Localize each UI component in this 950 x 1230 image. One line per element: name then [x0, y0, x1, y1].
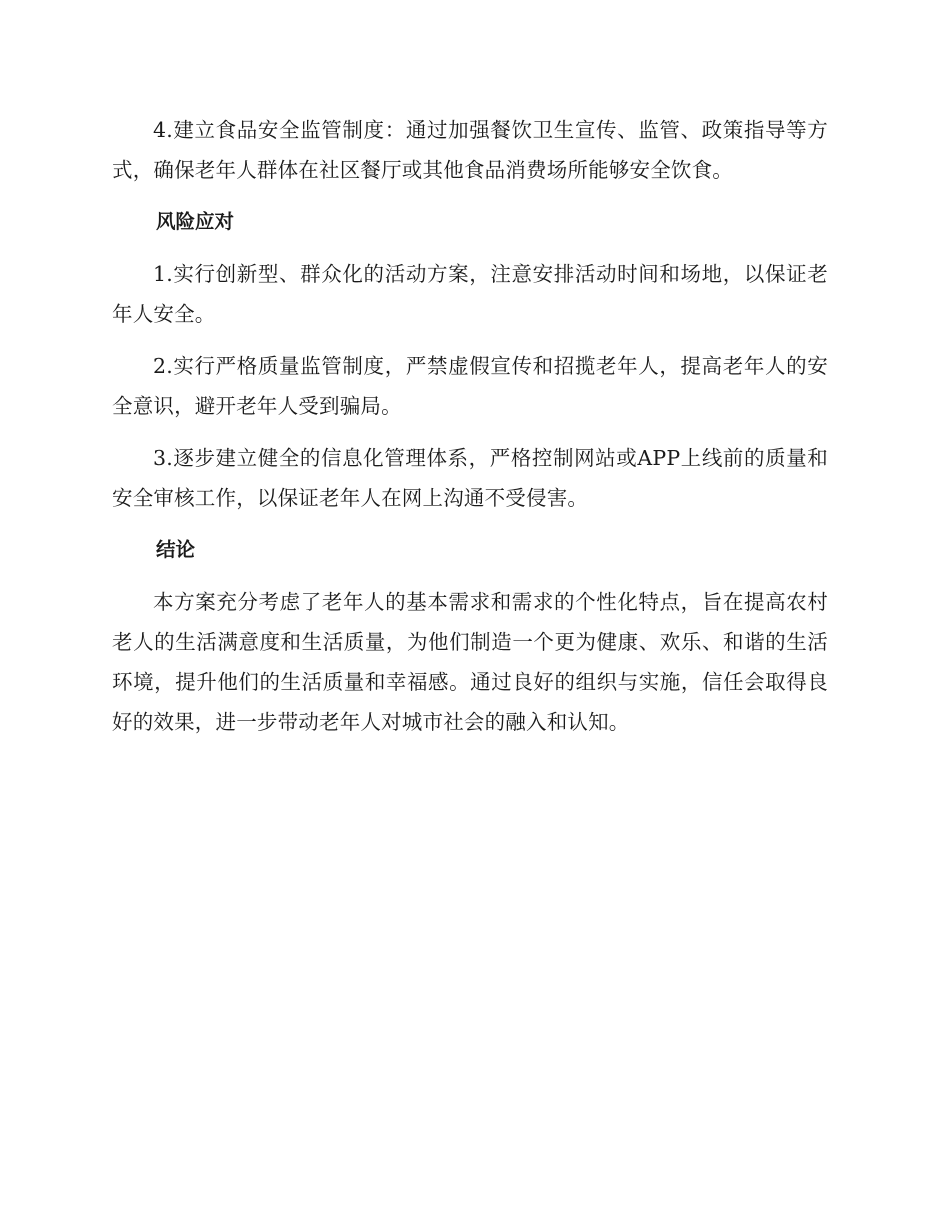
- para-conclusion: 本方案充分考虑了老年人的基本需求和需求的个性化特点，旨在提高农村老人的生活满意度和生活质量，为他们制造一个更为健康、欢乐、和谐的生活环境，提升他们的生活质量和幸福感。通过良好的组织与实施，信任会取得良好的效果，进一步带动老年人对城市社会的融入和认知。: [112, 590, 828, 734]
- document-page: [112, 110, 828, 754]
- para-risk-2: 2.实行严格质量监管制度，严禁虚假宣传和招揽老年人，提高老年人的安全意识，避开老年人受到骗局。: [112, 354, 828, 418]
- para-food-safety: 4.建立食品安全监管制度：通过加强餐饮卫生宣传、监管、政策指导等方式，确保老年人群体在社区餐厅或其他食品消费场所能够安全饮食。: [112, 118, 828, 182]
- heading-conclusion: 结论: [156, 538, 196, 561]
- heading-risk-response: 风险应对: [156, 210, 235, 233]
- para-risk-3: 3.逐步建立健全的信息化管理体系，严格控制网站或APP上线前的质量和安全审核工作，以保证老年人在网上沟通不受侵害。: [112, 446, 828, 510]
- para-risk-1: 1.实行创新型、群众化的活动方案，注意安排活动时间和场地，以保证老年人安全。: [112, 262, 828, 326]
